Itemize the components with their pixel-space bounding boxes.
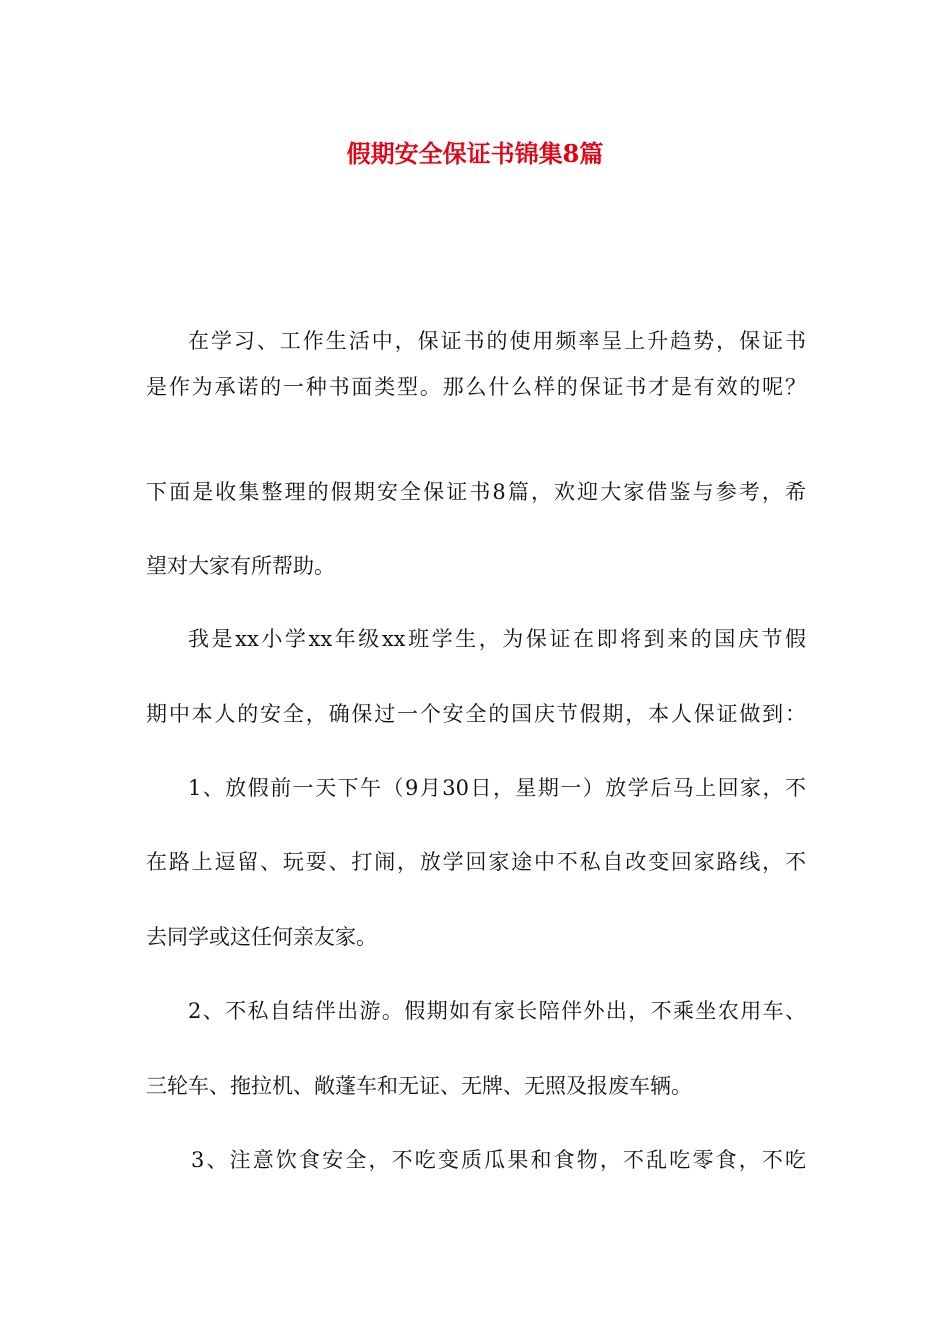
paragraph-line: 我是xx小学xx年级xx班学生，为保证在即将到来的国庆节假 (188, 627, 806, 651)
paragraph-line: 2、不私自结伴出游。假期如有家长陪伴外出，不乘坐农用车、 (188, 999, 806, 1023)
paragraph-line: 3、注意饮食安全，不吃变质瓜果和食物，不乱吃零食，不吃 (191, 1148, 806, 1172)
paragraph-line: 在学习、工作生活中，保证书的使用频率呈上升趋势，保证书 (188, 329, 806, 353)
document-title: 假期安全保证书锦集8篇 (346, 139, 604, 168)
paragraph-line: 期中本人的安全，确保过一个安全的国庆节假期，本人保证做到： (146, 702, 806, 726)
paragraph-line: 望对大家有所帮助。 (146, 554, 335, 578)
paragraph-line: 三轮车、拖拉机、敞蓬车和无证、无牌、无照及报废车辆。 (146, 1074, 692, 1098)
paragraph-line: 1、放假前一天下午（9月30日，星期一）放学后马上回家，不 (188, 776, 806, 800)
paragraph-line: 在路上逗留、玩耍、打闹，放学回家途中不私自改变回家路线，不 (146, 850, 806, 874)
paragraph-line: 是作为承诺的一种书面类型。那么什么样的保证书才是有效的呢？ (146, 375, 806, 399)
paragraph-line: 下面是收集整理的假期安全保证书8篇，欢迎大家借鉴与参考，希 (146, 480, 806, 504)
paragraph-line: 去同学或这任何亲友家。 (146, 925, 377, 949)
